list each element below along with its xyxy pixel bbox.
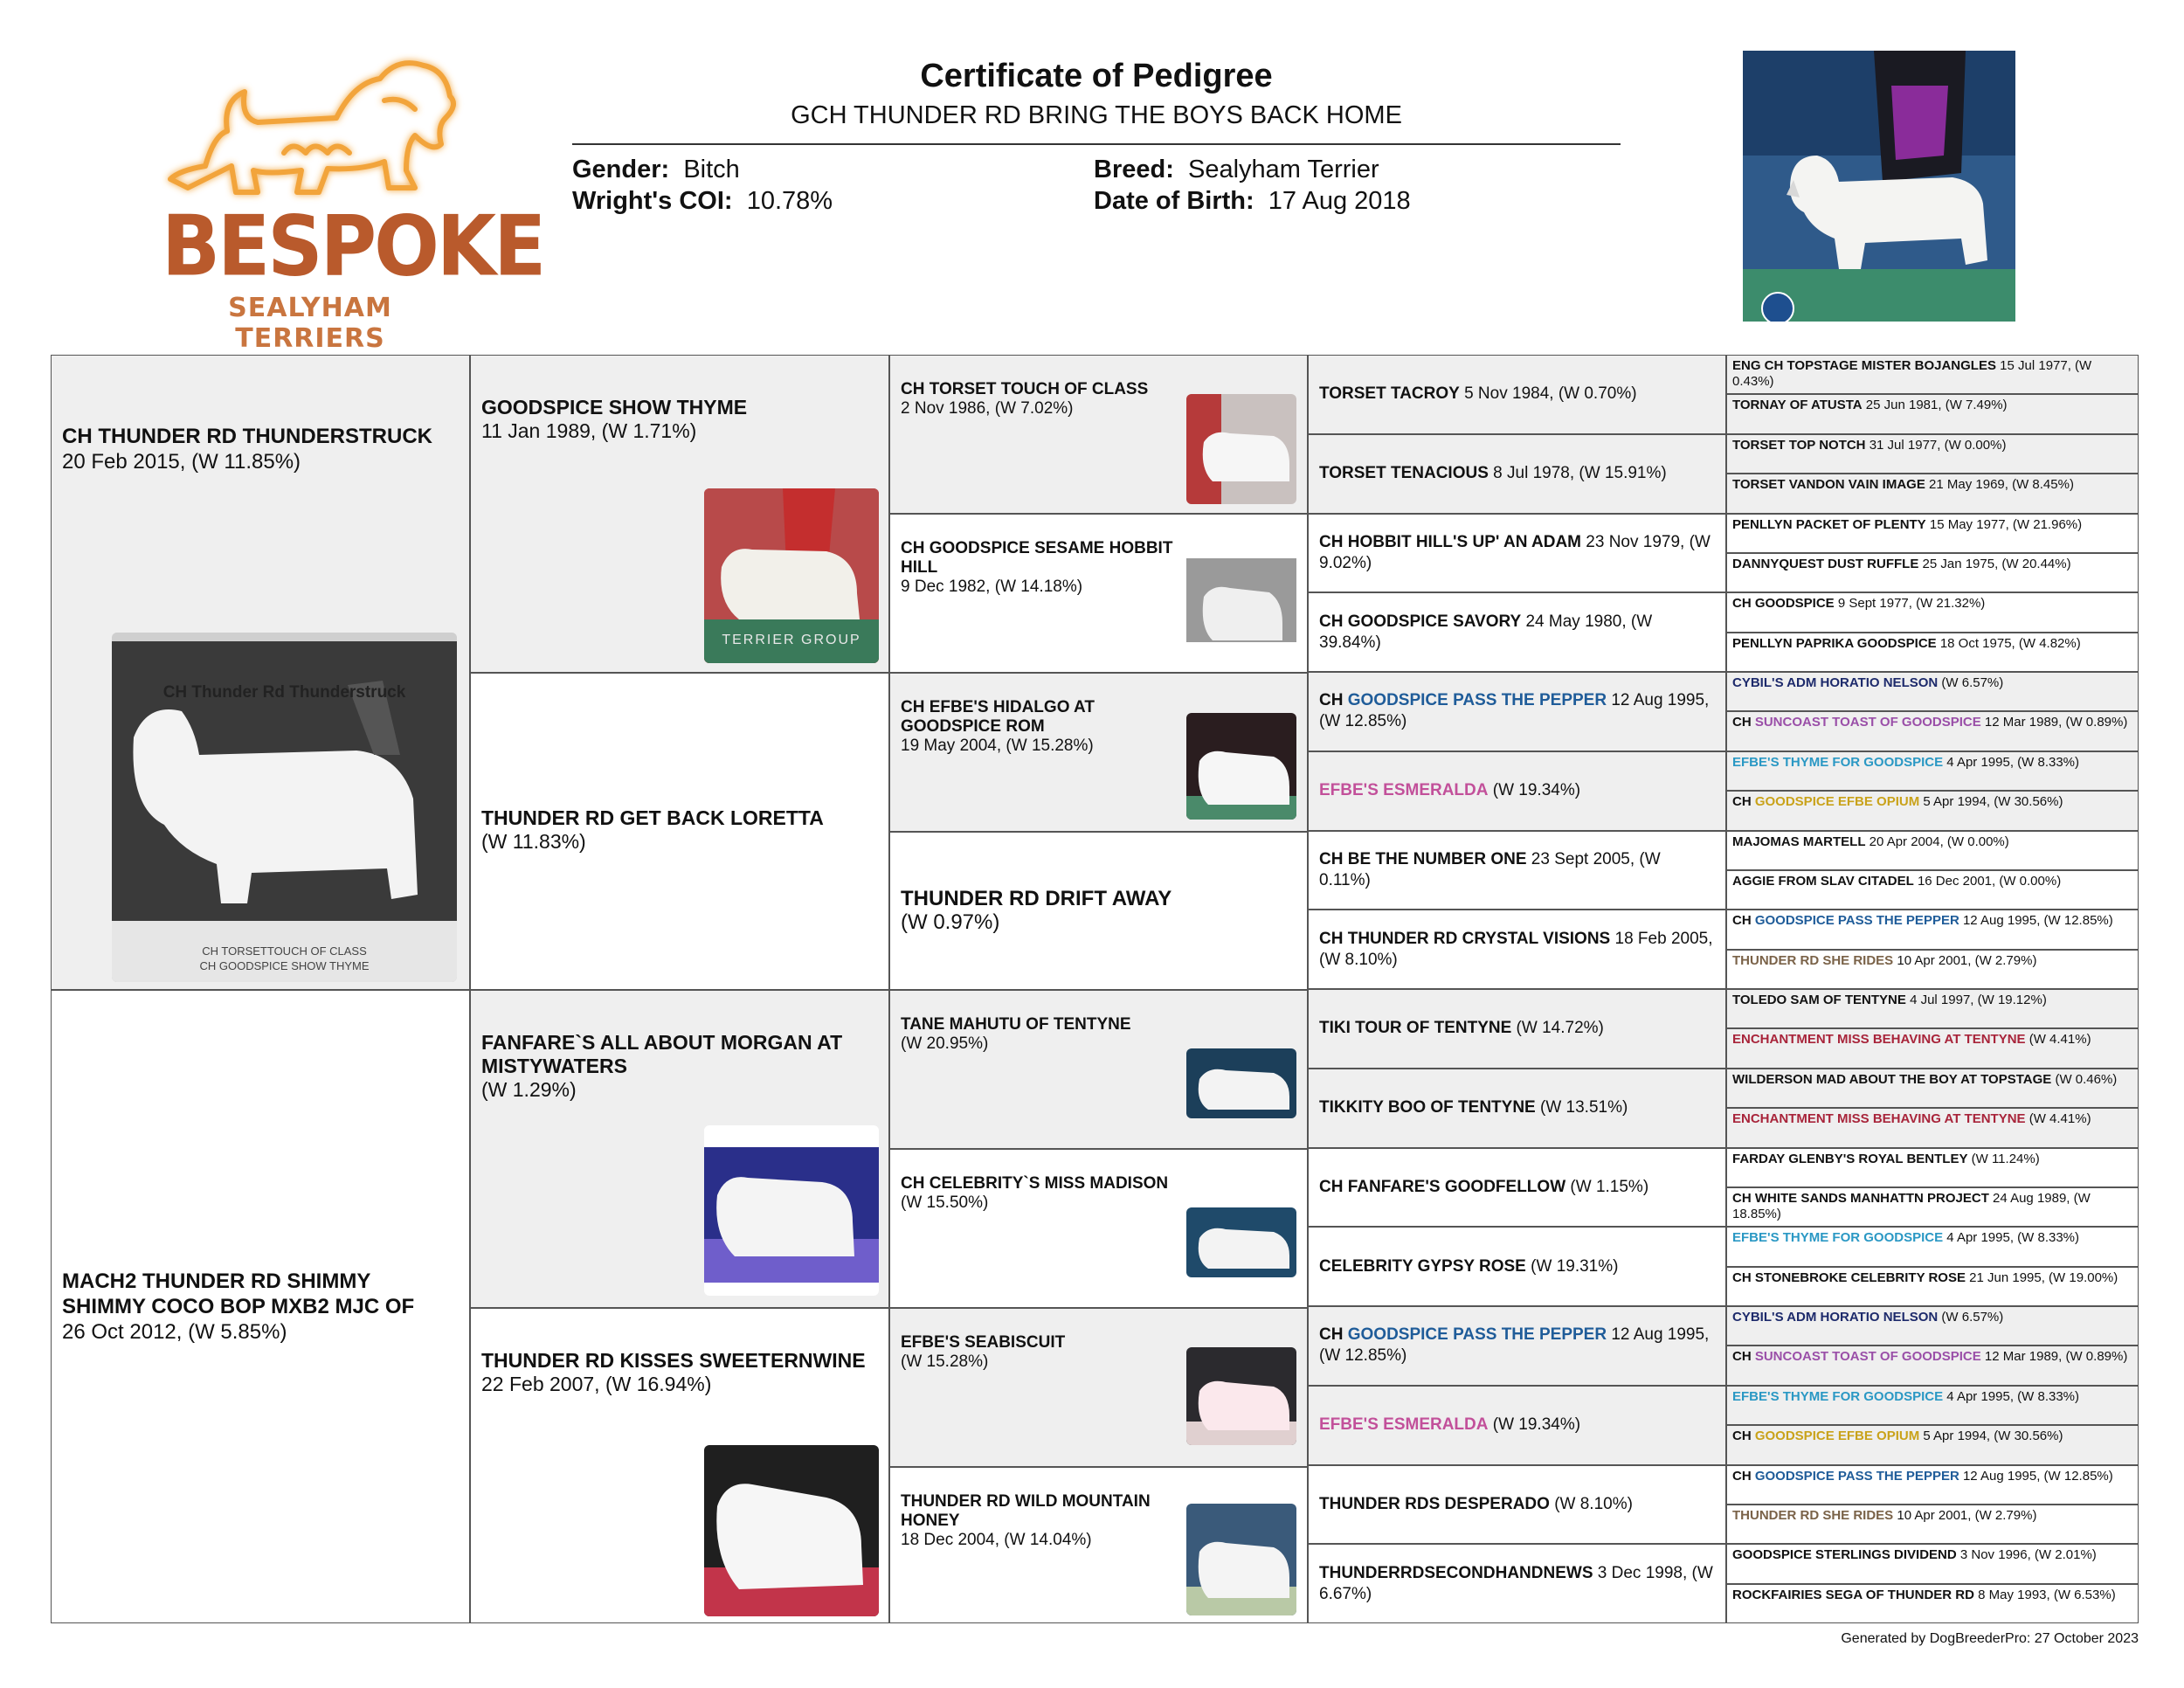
gen3-detail: (W 20.95%): [901, 1034, 989, 1053]
gen5-entry: [1732, 438, 2132, 453]
gen3-name: THUNDER RD WILD MOUNTAIN HONEY: [901, 1492, 1151, 1530]
gen5-detail: 12 Aug 1995, (W 12.85%): [1959, 1468, 2113, 1484]
gen2-detail: 11 Jan 1989, (W 1.71%): [481, 419, 697, 442]
gender-value: Bitch: [683, 156, 740, 183]
gen5-cell: [1726, 1505, 2139, 1544]
subject-dog-photo: [1743, 51, 2015, 322]
gen5-entry: [1732, 477, 2132, 493]
gen5-detail: 18 Oct 1975, (W 4.82%): [1936, 635, 2081, 651]
gen5-name: ROCKFAIRIES SEGA OF THUNDER RD: [1732, 1587, 1974, 1602]
gen4-cell: [1308, 989, 1726, 1069]
gen5-entry: [1732, 358, 2132, 390]
gen4-entry: [1319, 690, 1715, 732]
gen5-detail: (W 4.41%): [2025, 1111, 2091, 1127]
gen5-name: WILDERSON MAD ABOUT THE BOY AT TOPSTAGE: [1732, 1071, 2052, 1087]
gen5-detail: 9 Sept 1977, (W 21.32%): [1834, 596, 1986, 612]
gen5-entry: [1732, 1588, 2132, 1603]
gen5-detail: 31 Jul 1977, (W 0.00%): [1865, 437, 2007, 453]
gen4-detail: 12 Aug 1995, (W 12.85%): [1319, 691, 1710, 731]
gen5-cell: [1726, 1584, 2139, 1623]
gen3-name: CH EFBE'S HIDALGO AT GOODSPICE ROM: [901, 698, 1095, 736]
gen5-detail: 5 Apr 1994, (W 30.56%): [1919, 794, 2063, 810]
gen4-name: EFBE'S ESMERALDA: [1319, 781, 1489, 800]
gen4-entry: [1319, 1018, 1715, 1039]
gender-field: [572, 156, 740, 184]
gen4-cell: [1308, 672, 1726, 751]
gen5-entry: [1732, 398, 2132, 413]
gen4-detail: 5 Nov 1984, (W 0.70%): [1459, 384, 1637, 404]
gen5-entry: [1732, 755, 2132, 771]
gen4-detail: (W 1.15%): [1565, 1177, 1649, 1196]
breed-value: Sealyham Terrier: [1187, 156, 1379, 183]
gen4-entry: [1319, 780, 1715, 801]
gen3-photo: [1186, 394, 1296, 504]
gen5-name: ENCHANTMENT MISS BEHAVING AT TENTYNE: [1732, 1032, 2026, 1048]
gen4-detail: 3 Dec 1998, (W 6.67%): [1319, 1563, 1713, 1603]
breed-label: Breed:: [1094, 156, 1174, 183]
gen5-entry: [1732, 715, 2132, 730]
gen5-cell: [1726, 1306, 2139, 1346]
logo-tagline: SEALYHAM TERRIERS: [228, 293, 392, 354]
gen5-detail: 12 Mar 1989, (W 0.89%): [1980, 1349, 2128, 1365]
gen5-entry: [1732, 1349, 2132, 1365]
sire-photo: [112, 633, 457, 982]
gen5-entry: [1732, 834, 2132, 850]
coi-value: 10.78%: [746, 187, 833, 215]
gen4-name: TIKKITY BOO OF TENTYNE: [1319, 1098, 1536, 1117]
gen2-detail: (W 11.83%): [481, 830, 586, 853]
sire-photo-caption: CH Thunder Rd Thunderstruck: [162, 683, 406, 702]
gen5-cell: [1726, 1465, 2139, 1505]
sire-photo-footnote: CH GOODSPICE SHOW THYME: [199, 959, 370, 972]
gen5-entry: [1732, 794, 2132, 810]
gen5-cell: [1726, 1267, 2139, 1306]
gen4-entry: [1319, 612, 1715, 654]
gen3-photo: [1186, 1347, 1296, 1445]
breed-field: [1094, 156, 1379, 184]
gen4-entry: [1319, 929, 1715, 971]
gen5-detail: 4 Apr 1995, (W 8.33%): [1943, 1388, 2080, 1404]
gen5-cell: [1726, 1227, 2139, 1266]
gen4-name: THUNDERRDSECONDHANDNEWS: [1319, 1563, 1593, 1582]
gen5-entry: [1732, 1152, 2132, 1167]
gen4-cell: [1308, 355, 1726, 434]
gen4-prefix: CH: [1319, 691, 1348, 710]
gen4-cell: [1308, 1306, 1726, 1386]
dog-registered-name: GCH THUNDER RD BRING THE BOYS BACK HOME: [791, 101, 1402, 129]
gen4-entry: [1319, 1563, 1715, 1605]
gen4-entry: [1319, 1097, 1715, 1118]
gen3-photo: [1186, 1048, 1296, 1118]
gen5-entry: [1732, 1429, 2132, 1444]
gen5-cell: [1726, 1346, 2139, 1385]
gen5-name: FARDAY GLENBY'S ROYAL BENTLEY: [1732, 1151, 1968, 1166]
gen3-detail: (W 0.97%): [901, 910, 1000, 934]
gen5-name: THUNDER RD SHE RIDES: [1732, 1507, 1894, 1523]
gen3-detail: (W 15.50%): [901, 1193, 989, 1212]
gen3-detail: 18 Dec 2004, (W 14.04%): [901, 1531, 1092, 1549]
gen5-entry: [1732, 913, 2132, 929]
gen4-detail: (W 13.51%): [1535, 1098, 1628, 1117]
gen5-detail: 21 May 1969, (W 8.45%): [1925, 477, 2074, 493]
gen5-entry: [1732, 1230, 2132, 1246]
gen5-name: GOODSPICE PASS THE PEPPER: [1754, 1468, 1959, 1484]
gen4-detail: (W 8.10%): [1549, 1494, 1633, 1513]
coi-label: Wright's COI:: [572, 187, 733, 215]
gen2-name: GOODSPICE SHOW THYME: [481, 396, 748, 419]
gen4-detail: 23 Nov 1979, (W 9.02%): [1319, 532, 1711, 572]
gen5-detail: 24 Aug 1989, (W 18.85%): [1732, 1190, 2091, 1221]
gen5-detail: 20 Apr 2004, (W 0.00%): [1865, 834, 2009, 849]
gen5-cell: [1726, 514, 2139, 553]
gen3-name: CH GOODSPICE SESAME HOBBIT HILL: [901, 539, 1173, 577]
gen5-name: EFBE'S THYME FOR GOODSPICE: [1732, 754, 1944, 770]
gender-label: Gender:: [572, 156, 670, 183]
gen5-cell: [1726, 711, 2139, 751]
header-divider: [572, 143, 1621, 145]
gen5-cell: [1726, 474, 2139, 513]
gen2-photo-caption: TERRIER GROUP: [722, 633, 861, 647]
gen5-cell: [1726, 791, 2139, 830]
gen5-cell: [1726, 633, 2139, 672]
dam-cell: [51, 990, 470, 1623]
gen5-name: PENLLYN PAPRIKA GOODSPICE: [1732, 635, 1937, 651]
gen4-name: CH GOODSPICE SAVORY: [1319, 612, 1522, 631]
gen5-cell: [1726, 1028, 2139, 1068]
gen5-detail: (W 11.24%): [1967, 1151, 2040, 1166]
gen5-entry: [1732, 1032, 2132, 1048]
gen4-name: GOODSPICE PASS THE PEPPER: [1347, 1325, 1607, 1345]
gen4-cell: [1308, 1465, 1726, 1545]
gen4-detail: (W 19.31%): [1525, 1256, 1619, 1276]
gen5-name: TORSET VANDON VAIN IMAGE: [1732, 477, 1925, 493]
gen5-name: DANNYQUEST DUST RUFFLE: [1732, 556, 1919, 571]
gen4-name: CH FANFARE'S GOODFELLOW: [1319, 1177, 1566, 1196]
gen5-prefix: CH: [1732, 913, 1755, 929]
gen5-cell: [1726, 870, 2139, 910]
gen5-cell: [1726, 1148, 2139, 1187]
gen2-photo: [704, 1445, 879, 1616]
gen5-detail: (W 0.46%): [2051, 1071, 2118, 1087]
gen5-cell: [1726, 592, 2139, 632]
gen5-name: MAJOMAS MARTELL: [1732, 834, 1866, 849]
gen5-cell: [1726, 434, 2139, 474]
gen5-detail: 12 Aug 1995, (W 12.85%): [1959, 913, 2113, 929]
gen3-photo: [1186, 713, 1296, 820]
gen4-detail: (W 19.34%): [1488, 1415, 1581, 1435]
gen5-name: ENCHANTMENT MISS BEHAVING AT TENTYNE: [1732, 1111, 2026, 1127]
gen5-detail: 10 Apr 2001, (W 2.79%): [1893, 1507, 2037, 1523]
gen5-detail: 25 Jan 1975, (W 20.44%): [1918, 556, 2071, 571]
coi-field: [572, 187, 833, 216]
gen5-cell: [1726, 394, 2139, 433]
gen5-cell: [1726, 751, 2139, 791]
sire-detail: 20 Feb 2015, (W 11.85%): [62, 450, 301, 474]
gen4-name: CH HOBBIT HILL'S UP' AN ADAM: [1319, 532, 1582, 551]
dob-value: 17 Aug 2018: [1268, 187, 1411, 215]
gen4-cell: [1308, 1069, 1726, 1148]
gen5-entry: [1732, 993, 2132, 1008]
gen3-detail: (W 15.28%): [901, 1352, 989, 1371]
gen5-prefix: CH: [1732, 1468, 1755, 1484]
gen3-cell: [889, 832, 1308, 990]
gen5-cell: [1726, 1069, 2139, 1108]
gen4-cell: [1308, 1148, 1726, 1228]
gen3-detail: 2 Nov 1986, (W 7.02%): [901, 399, 1074, 418]
certificate-title: Certificate of Pedigree: [920, 58, 1273, 94]
gen4-entry: [1319, 1256, 1715, 1277]
gen5-entry: [1732, 1389, 2132, 1405]
gen5-name: CYBIL'S ADM HORATIO NELSON: [1732, 675, 1939, 690]
gen5-detail: 4 Apr 1995, (W 8.33%): [1943, 1230, 2080, 1246]
gen5-entry: [1732, 1469, 2132, 1484]
gen5-entry: [1732, 675, 2132, 691]
gen5-detail: (W 6.57%): [1938, 1310, 2004, 1325]
gen5-entry: [1732, 517, 2132, 533]
gen5-cell: [1726, 672, 2139, 711]
gen5-entry: [1732, 557, 2132, 572]
gen5-cell: [1726, 989, 2139, 1028]
gen5-name: CH WHITE SANDS MANHATTN PROJECT: [1732, 1190, 1989, 1206]
gen4-detail: 12 Aug 1995, (W 12.85%): [1319, 1325, 1710, 1366]
gen5-entry: [1732, 1547, 2132, 1563]
gen5-name: SUNCOAST TOAST OF GOODSPICE: [1754, 1349, 1981, 1365]
gen4-entry: [1319, 849, 1715, 891]
gen5-name: EFBE'S THYME FOR GOODSPICE: [1732, 1388, 1944, 1404]
gen2-photo: [704, 488, 879, 663]
gen4-cell: [1308, 1544, 1726, 1623]
gen5-entry: [1732, 1270, 2132, 1286]
gen5-name: TOLEDO SAM OF TENTYNE: [1732, 993, 1906, 1007]
gen4-detail: (W 19.34%): [1488, 781, 1581, 800]
gen5-entry: [1732, 1111, 2132, 1127]
gen4-cell: [1308, 1227, 1726, 1306]
gen4-cell: [1308, 434, 1726, 514]
gen2-name: FANFARE`S ALL ABOUT MORGAN AT MISTYWATERS: [481, 1031, 843, 1077]
gen5-name: THUNDER RD SHE RIDES: [1732, 952, 1894, 968]
gen5-name: GOODSPICE EFBE OPIUM: [1754, 1429, 1920, 1444]
gen5-cell: [1726, 950, 2139, 989]
gen3-photo: [1186, 1207, 1296, 1277]
gen3-name: EFBE'S SEABISCUIT: [901, 1333, 1066, 1352]
gen5-detail: 4 Apr 1995, (W 8.33%): [1943, 754, 2080, 770]
gen4-entry: [1319, 1177, 1715, 1198]
gen4-cell: [1308, 514, 1726, 593]
gen3-name: CH TORSET TOUCH OF CLASS: [901, 380, 1149, 398]
gen2-name: THUNDER RD KISSES SWEETERNWINE: [481, 1349, 866, 1372]
gen5-cell: [1726, 355, 2139, 394]
gen5-detail: 8 May 1993, (W 6.53%): [1973, 1587, 2116, 1602]
gen5-entry: [1732, 1191, 2132, 1222]
gen5-detail: 21 Jun 1995, (W 19.00%): [1965, 1269, 2118, 1285]
gen5-detail: 12 Mar 1989, (W 0.89%): [1980, 715, 2128, 730]
gen5-detail: 4 Jul 1997, (W 19.12%): [1905, 993, 2047, 1007]
dob-label: Date of Birth:: [1094, 187, 1254, 215]
gen3-name: THUNDER RD DRIFT AWAY: [901, 887, 1172, 910]
gen3-detail: 9 Dec 1982, (W 14.18%): [901, 578, 1083, 596]
gen5-entry: [1732, 1310, 2132, 1325]
gen4-name: CH THUNDER RD CRYSTAL VISIONS: [1319, 929, 1611, 948]
gen4-detail: 8 Jul 1978, (W 15.91%): [1488, 464, 1667, 483]
gen4-name: EFBE'S ESMERALDA: [1319, 1415, 1489, 1435]
gen4-entry: [1319, 1494, 1715, 1515]
gen4-cell: [1308, 910, 1726, 989]
gen4-entry: [1319, 463, 1715, 484]
gen3-photo: [1186, 553, 1296, 663]
gen4-detail: (W 14.72%): [1511, 1019, 1604, 1038]
gen5-prefix: CH: [1732, 715, 1755, 730]
sire-name: CH THUNDER RD THUNDERSTRUCK: [62, 425, 432, 448]
gen5-name: CYBIL'S ADM HORATIO NELSON: [1732, 1310, 1939, 1325]
gen4-cell: [1308, 751, 1726, 831]
gen4-prefix: CH: [1319, 1325, 1348, 1345]
gen4-detail: 18 Feb 2005, (W 8.10%): [1319, 929, 1713, 969]
gen5-cell: [1726, 1108, 2139, 1147]
gen5-entry: [1732, 1072, 2132, 1088]
gen5-cell: [1726, 1386, 2139, 1425]
dam-detail: 26 Oct 2012, (W 5.85%): [62, 1320, 287, 1344]
gen5-prefix: CH: [1732, 794, 1755, 810]
gen5-name: TORSET TOP NOTCH: [1732, 437, 1866, 453]
gen4-name: CH BE THE NUMBER ONE: [1319, 849, 1527, 868]
gen4-name: TORSET TENACIOUS: [1319, 464, 1489, 483]
gen5-entry: [1732, 953, 2132, 969]
gen5-detail: 15 Jul 1977, (W 0.43%): [1732, 358, 2092, 389]
bespoke-logo: [153, 48, 544, 354]
gen5-detail: 3 Nov 1996, (W 2.01%): [1956, 1547, 2097, 1563]
gen5-detail: 25 Jun 1981, (W 7.49%): [1862, 398, 2008, 413]
gen5-entry: [1732, 636, 2132, 652]
gen4-cell: [1308, 592, 1726, 672]
gen4-name: GOODSPICE PASS THE PEPPER: [1347, 691, 1607, 710]
gen5-entry: [1732, 1508, 2132, 1524]
gen3-name: CH CELEBRITY`S MISS MADISON: [901, 1174, 1169, 1193]
dob-field: [1094, 187, 1411, 216]
gen4-name: CELEBRITY GYPSY ROSE: [1319, 1256, 1526, 1276]
gen5-name: AGGIE FROM SLAV CITADEL: [1732, 873, 1914, 889]
pedigree-table: [51, 355, 2139, 1623]
gen5-name: GOODSPICE PASS THE PEPPER: [1754, 913, 1959, 929]
gen4-entry: [1319, 1415, 1715, 1435]
gen5-name: EFBE'S THYME FOR GOODSPICE: [1732, 1230, 1944, 1246]
gen5-detail: (W 4.41%): [2025, 1032, 2091, 1048]
gen5-detail: (W 6.57%): [1938, 675, 2004, 690]
gen5-detail: 10 Apr 2001, (W 2.79%): [1893, 952, 2037, 968]
generated-by-footer: Generated by DogBreederPro: 27 October 2023: [1841, 1631, 2139, 1646]
logo-wordmark: BESPOKE: [162, 197, 544, 295]
terrier-outline-icon: [153, 48, 467, 214]
gen5-detail: 5 Apr 1994, (W 30.56%): [1919, 1429, 2063, 1444]
gen4-detail: 24 May 1980, (W 39.84%): [1319, 612, 1653, 652]
gen5-name: CH GOODSPICE: [1732, 596, 1835, 612]
gen4-cell: [1308, 831, 1726, 910]
gen5-name: PENLLYN PACKET OF PLENTY: [1732, 516, 1926, 532]
gen5-cell: [1726, 1544, 2139, 1583]
gen5-detail: 15 May 1977, (W 21.96%): [1925, 516, 2083, 532]
gen5-name: GOODSPICE STERLINGS DIVIDEND: [1732, 1547, 1957, 1563]
gen2-name: THUNDER RD GET BACK LORETTA: [481, 806, 824, 829]
gen4-entry: [1319, 532, 1715, 574]
gen5-prefix: CH: [1732, 1429, 1755, 1444]
gen2-detail: 22 Feb 2007, (W 16.94%): [481, 1373, 712, 1395]
gen3-name: TANE MAHUTU OF TENTYNE: [901, 1015, 1131, 1034]
gen5-name: TORNAY OF ATUSTA: [1732, 398, 1863, 413]
gen4-cell: [1308, 1386, 1726, 1465]
gen5-name: SUNCOAST TOAST OF GOODSPICE: [1754, 715, 1981, 730]
gen2-detail: (W 1.29%): [481, 1078, 577, 1101]
gen3-detail: 19 May 2004, (W 15.28%): [901, 737, 1094, 755]
dam-name: MACH2 THUNDER RD SHIMMY SHIMMY COCO BOP MXB2 MJC OF: [62, 1269, 415, 1318]
gen5-detail: 16 Dec 2001, (W 0.00%): [1913, 873, 2062, 889]
gen5-cell: [1726, 1425, 2139, 1464]
gen4-entry: [1319, 1325, 1715, 1366]
gen5-entry: [1732, 874, 2132, 889]
gen5-cell: [1726, 910, 2139, 949]
gen4-name: THUNDER RDS DESPERADO: [1319, 1494, 1550, 1513]
gen2-cell: [470, 673, 889, 990]
gen5-cell: [1726, 553, 2139, 592]
sire-photo-footnote: CH TORSETTOUCH OF CLASS: [202, 944, 367, 958]
gen4-name: TIKI TOUR OF TENTYNE: [1319, 1019, 1512, 1038]
gen5-name: GOODSPICE EFBE OPIUM: [1754, 794, 1920, 810]
gen4-entry: [1319, 384, 1715, 405]
gen4-detail: 23 Sept 2005, (W 0.11%): [1319, 849, 1661, 889]
gen2-photo: [704, 1125, 879, 1296]
gen5-cell: [1726, 1187, 2139, 1227]
gen3-photo: [1186, 1504, 1296, 1615]
gen5-entry: [1732, 596, 2132, 612]
gen4-name: TORSET TACROY: [1319, 384, 1460, 404]
gen5-name: CH STONEBROKE CELEBRITY ROSE: [1732, 1269, 1966, 1285]
gen5-name: ENG CH TOPSTAGE MISTER BOJANGLES: [1732, 358, 1996, 373]
gen5-cell: [1726, 831, 2139, 870]
gen5-prefix: CH: [1732, 1349, 1755, 1365]
